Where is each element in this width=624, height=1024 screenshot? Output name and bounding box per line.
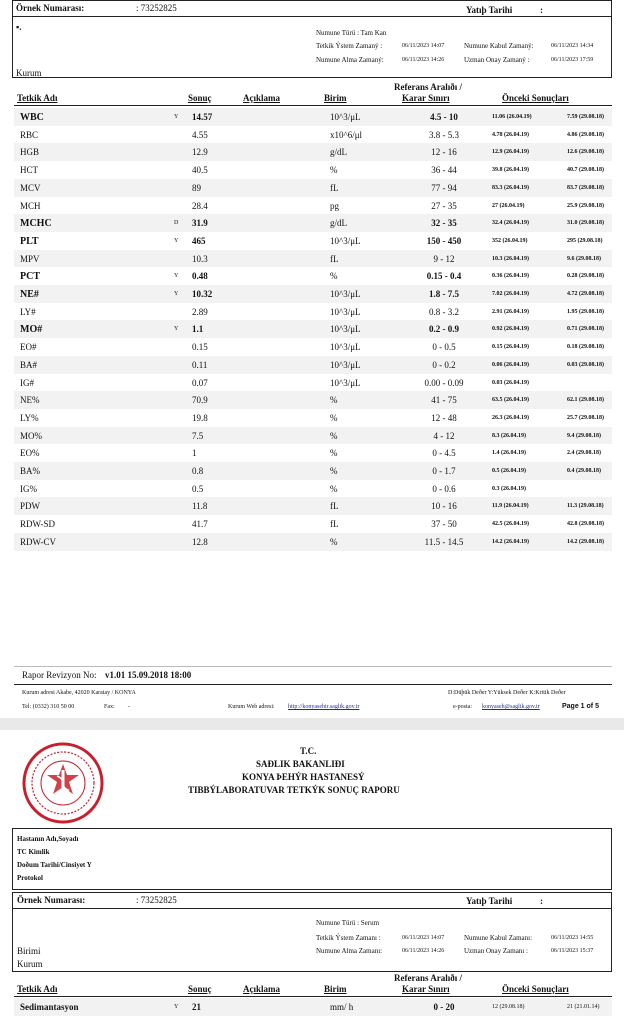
result-value: 0.15 — [192, 342, 208, 353]
unit-label: Birimi — [17, 946, 41, 956]
sample-divider — [12, 908, 612, 909]
test-name: MO% — [20, 430, 42, 441]
test-name: PCT — [20, 271, 40, 283]
previous-result-2: 14.2 (29.08.18) — [567, 538, 604, 545]
reference-range: 12 - 48 — [431, 412, 457, 423]
table-row — [14, 391, 612, 409]
result-value: 41.7 — [192, 519, 208, 530]
result-unit: 10^3/μL — [330, 342, 361, 353]
value-legend: D:Düþük Deðer Y:Yüksek Deðer K:Kritik Deðer — [448, 690, 566, 696]
previous-result-1: 63.5 (26.04.19) — [492, 397, 529, 404]
previous-result-2: 295 (29.08.18) — [567, 237, 603, 244]
result-value: 19.8 — [192, 412, 208, 423]
previous-result-2: 0.18 (29.08.18) — [567, 344, 604, 351]
table-row — [14, 108, 612, 126]
reference-range: 36 - 44 — [431, 165, 457, 176]
previous-result-2: 0.71 (29.08.18) — [567, 326, 604, 333]
result-unit: 10^3/μL — [330, 306, 361, 317]
reference-range: 0 - 20 — [433, 1002, 455, 1012]
report-title-ministry: SAÐLIK BAKANLIÐI — [256, 759, 345, 769]
test-name: MPV — [20, 253, 40, 264]
accept-time-2: 06/11/2023 14:55 — [551, 935, 594, 941]
table-row — [14, 179, 612, 197]
result-unit: 10^3/μL — [330, 377, 361, 388]
previous-result-1: 83.3 (26.04.19) — [492, 184, 529, 191]
previous-result-1: 0.36 (26.04.19) — [492, 273, 529, 280]
result-value: 2.89 — [192, 306, 208, 317]
result-value: 0.5 — [192, 483, 204, 494]
reference-range: 150 - 450 — [426, 235, 462, 246]
result-value: 10.32 — [192, 289, 213, 299]
result-value: 28.4 — [192, 200, 208, 211]
result-unit: g/dL — [330, 147, 347, 158]
col-ref-bottom-2: Karar Sınırı — [402, 984, 450, 994]
table-row — [14, 143, 612, 161]
reference-range: 0.8 - 3.2 — [429, 306, 459, 317]
result-unit: g/dL — [330, 218, 347, 229]
test-name: RBC — [20, 129, 39, 140]
previous-result-2: 7.59 (29.08.18) — [567, 114, 604, 120]
previous-result-2: 62.1 (29.08.18) — [567, 397, 604, 404]
reference-range: 11.5 - 14.5 — [424, 536, 464, 547]
col-unit-2: Birim — [324, 984, 347, 994]
result-unit: % — [330, 448, 338, 459]
birth-label: Doðum Tarihi/Cinsiyet Y — [17, 861, 92, 869]
table-row — [14, 374, 612, 392]
table-row — [14, 462, 612, 480]
result-value: 0.8 — [192, 466, 204, 476]
test-name: EO% — [20, 448, 40, 459]
web-link[interactable]: http://konyasehir.saglik.gov.tr — [288, 704, 360, 710]
reference-range: 27 - 35 — [431, 200, 457, 211]
test-name: NE# — [20, 289, 39, 300]
col-unit: Birim — [324, 93, 347, 103]
col-ref-top: Referans Aralıðı / — [394, 82, 462, 92]
previous-result-2: 83.7 (29.08.18) — [567, 184, 604, 191]
sample-number-value: : 73252825 — [136, 3, 177, 13]
reference-range: 10 - 16 — [431, 501, 457, 512]
table-row — [14, 214, 612, 232]
previous-result-1: 10.3 (26.04.19) — [492, 255, 529, 262]
previous-result-1: 8.3 (26.04.19) — [492, 432, 526, 439]
result-unit: 10^3/μL — [330, 112, 361, 122]
accept-time-label: Numune Kabul Zamaný: — [464, 42, 534, 50]
table-row — [14, 161, 612, 179]
test-name: IG% — [20, 483, 37, 494]
table-row — [14, 444, 612, 462]
col-ref-top-2: Referans Aralıðı / — [394, 973, 462, 983]
result-value: 12.8 — [192, 536, 208, 547]
reference-range: 0 - 0.6 — [432, 483, 456, 494]
revision-value: v1.01 15.09.2018 18:00 — [105, 670, 192, 680]
result-value: 11.8 — [192, 501, 208, 512]
collect-time-label-2: Numune Alma Zamanı: — [316, 947, 383, 955]
result-unit: 10^3/μL — [330, 289, 361, 299]
revision-label: Rapor Revizyon No: — [22, 670, 97, 680]
tc-label: TC Kimlik — [17, 848, 50, 856]
protocol-label: Protokol — [17, 874, 43, 882]
test-name: BA% — [20, 466, 40, 476]
previous-result-1: 27 (26.04.19) — [492, 202, 525, 209]
previous-result-2: 0.28 (29.08.18) — [567, 273, 604, 280]
table-row — [14, 232, 612, 250]
email-link[interactable]: konyaseh@saglik.gov.tr — [482, 704, 540, 710]
previous-result-2: 42.8 (29.08.18) — [567, 521, 604, 528]
previous-result-2: 25.7 (29.08.18) — [567, 414, 604, 421]
previous-result-1: 0.03 (26.04.19) — [492, 379, 529, 386]
previous-result-1: 4.78 (26.04.19) — [492, 131, 529, 138]
bed-date-colon: : — [540, 5, 543, 15]
footer-top-rule — [14, 666, 612, 667]
result-flag: Y — [174, 237, 179, 244]
test-name: BA# — [20, 359, 38, 370]
result-value: 0.48 — [192, 271, 208, 282]
previous-result-2: 4.86 (29.08.18) — [567, 131, 604, 138]
table-row — [14, 497, 612, 515]
table-row — [14, 267, 612, 285]
col-test-2: Tetkik Adı — [17, 984, 58, 994]
test-name: LY% — [20, 412, 39, 423]
patient-name-redacted: ▪. — [16, 22, 22, 32]
bed-date-label-2: Yatıþ Tarihi — [466, 896, 513, 906]
col-note-2: Açıklama — [243, 984, 280, 994]
result-value: 4.55 — [192, 129, 208, 140]
sample-number-value-2: : 73252825 — [136, 895, 177, 905]
result-value: 0.11 — [192, 359, 208, 370]
page-number: Page 1 of 5 — [562, 703, 599, 710]
order-time: 06/11/2023 14:07 — [402, 43, 445, 49]
table-row — [14, 320, 612, 338]
previous-result-2: 25.9 (29.08.18) — [567, 202, 604, 209]
reference-range: 32 - 35 — [431, 218, 457, 229]
institution-label: Kurum — [16, 68, 42, 78]
test-name: WBC — [20, 112, 44, 123]
collect-time-label: Numune Alma Zamaný: — [316, 56, 384, 64]
previous-result-1: 0.92 (26.04.19) — [492, 326, 529, 333]
previous-result-1: 0.3 (26.04.19) — [492, 485, 526, 492]
result-unit: x10^6/μl — [330, 129, 363, 140]
table-row-sedimentation — [14, 998, 612, 1016]
order-time-label-2: Tetkik Ýstem Zamanı : — [316, 934, 381, 942]
result-flag: Y — [174, 291, 179, 297]
result-unit: % — [330, 430, 338, 441]
previous-result-1: 7.02 (26.04.19) — [492, 291, 529, 297]
test-name: MCH — [20, 200, 41, 211]
result-value: 40.5 — [192, 165, 208, 176]
col-prev-2: Önceki Sonuçları — [502, 984, 569, 994]
previous-result-1: 12.9 (26.04.19) — [492, 149, 529, 156]
result-unit: % — [330, 483, 338, 494]
test-name: PDW — [20, 501, 40, 512]
test-name: HGB — [20, 147, 40, 158]
web-label: Kurum Web adresi: — [228, 704, 275, 710]
approve-time: 06/11/2023 17:59 — [551, 57, 594, 63]
test-name: RDW-SD — [20, 519, 56, 530]
telephone: Tel: (0332) 310 50 00 — [22, 704, 75, 710]
reference-range: 0 - 1.7 — [432, 466, 456, 476]
previous-result-2: 0.4 (29.08.18) — [567, 468, 601, 474]
previous-result-2: 12.6 (29.08.18) — [567, 149, 604, 156]
header-divider — [12, 16, 612, 17]
collect-time: 06/11/2023 14:26 — [402, 57, 445, 63]
collect-time-2: 06/11/2023 14:26 — [402, 948, 445, 954]
report-title-tc: T.C. — [300, 746, 317, 756]
previous-result-2: 0.03 (29.08.18) — [567, 361, 604, 368]
fax-label: Fax: — [104, 704, 115, 710]
result-value: 0.07 — [192, 377, 208, 388]
previous-result-1: 12 (29.08.18) — [492, 1004, 525, 1010]
result-unit: 10^3/μL — [330, 324, 361, 335]
col-note: Açıklama — [243, 93, 280, 103]
result-value: 7.5 — [192, 430, 204, 441]
bed-date-label: Yatıþ Tarihi — [466, 5, 513, 15]
previous-result-1: 26.3 (26.04.19) — [492, 414, 529, 421]
test-name: PLT — [20, 235, 39, 247]
previous-result-2: 11.3 (29.08.18) — [567, 503, 604, 510]
reference-range: 12 - 16 — [431, 147, 457, 158]
accept-time: 06/11/2023 14:34 — [551, 43, 594, 49]
test-name: EO# — [20, 342, 37, 353]
table-row — [14, 285, 612, 303]
table-row — [14, 303, 612, 321]
previous-result-1: 1.4 (26.04.19) — [492, 450, 526, 457]
result-unit: fL — [330, 519, 339, 530]
reference-range: 0.00 - 0.09 — [424, 377, 464, 388]
result-value: 89 — [192, 182, 201, 193]
result-unit: 10^3/μL — [330, 359, 361, 370]
previous-result-2: 9.6 (29.08.18) — [567, 255, 601, 262]
table-row — [14, 126, 612, 144]
result-flag: Y — [174, 114, 179, 120]
previous-result-2: 40.7 (29.08.18) — [567, 167, 604, 174]
fax-value: - — [128, 704, 130, 710]
previous-result-2: 31.0 (29.08.18) — [567, 220, 604, 227]
result-value: 12.9 — [192, 147, 208, 158]
result-value: 465 — [192, 235, 206, 246]
reference-range: 0 - 0.5 — [432, 342, 456, 353]
sample-number-label: Örnek Numarası: — [16, 3, 85, 13]
table-row — [14, 427, 612, 445]
reference-range: 9 - 12 — [433, 253, 455, 264]
previous-result-2: 4.72 (29.08.18) — [567, 291, 604, 297]
result-unit: % — [330, 395, 338, 406]
report-title: TIBBÝLABORATUVAR TETKÝK SONUÇ RAPORU — [188, 785, 400, 795]
previous-result-1: 0.15 (26.04.19) — [492, 344, 529, 351]
previous-result-1: 39.8 (26.04.19) — [492, 167, 529, 174]
table-row — [14, 250, 612, 268]
previous-result-1: 352 (26.04.19) — [492, 237, 528, 244]
result-flag: Y — [174, 1004, 179, 1010]
previous-result-1: 14.2 (26.04.19) — [492, 538, 529, 545]
previous-result-2: 2.4 (29.08.18) — [567, 450, 601, 457]
report-title-hospital: KONYA ÞEHÝR HASTANESÝ — [242, 772, 365, 782]
previous-result-2: 9.4 (29.08.18) — [567, 432, 601, 439]
table-row — [14, 197, 612, 215]
result-unit: pg — [330, 200, 339, 211]
reference-range: 0.2 - 0.9 — [429, 324, 459, 335]
previous-result-1: 0.06 (26.04.19) — [492, 361, 529, 368]
table-row — [14, 338, 612, 356]
ministry-seal-logo — [22, 742, 104, 824]
result-value: 1 — [192, 448, 197, 459]
order-time-label: Tetkik Ýstem Zamaný : — [316, 42, 383, 50]
patient-box — [12, 828, 612, 890]
header-box — [12, 0, 612, 78]
table-row — [14, 409, 612, 427]
result-unit: % — [330, 165, 338, 176]
approve-time-label-2: Uzman Onay Zamanı : — [464, 947, 528, 955]
table-row — [14, 533, 612, 551]
reference-range: 77 - 94 — [431, 182, 457, 193]
order-time-2: 06/11/2023 14:07 — [402, 935, 445, 941]
col-test: Tetkik Adı — [17, 93, 58, 103]
test-name: HCT — [20, 165, 38, 176]
institution-address: Kurum adresi Akabe, 42020 Karatay / KONYA — [22, 690, 136, 696]
reference-range: 0.15 - 0.4 — [426, 271, 462, 282]
result-unit: fL — [330, 253, 339, 264]
test-name: RDW-CV — [20, 536, 56, 547]
test-name: IG# — [20, 377, 34, 388]
table-row — [14, 515, 612, 533]
previous-result-1: 11.9 (26.04.19) — [492, 503, 529, 510]
footer-rule — [14, 684, 612, 685]
result-unit: fL — [330, 182, 339, 193]
test-name: Sedimantasyon — [20, 1002, 79, 1012]
col-prev: Önceki Sonuçları — [502, 93, 569, 103]
result-unit: % — [330, 536, 338, 547]
test-name: NE% — [20, 395, 40, 406]
reference-range: 4 - 12 — [433, 430, 455, 441]
reference-range: 4.5 - 10 — [430, 112, 458, 122]
result-unit: 10^3/μL — [330, 235, 361, 246]
table-row — [14, 356, 612, 374]
table-row — [14, 480, 612, 498]
test-name: LY# — [20, 306, 36, 317]
previous-result-1: 2.91 (26.04.19) — [492, 308, 529, 315]
previous-result-1: 11.06 (26.04.19) — [492, 114, 532, 120]
result-value: 10.3 — [192, 253, 208, 264]
result-unit: % — [330, 271, 338, 282]
result-flag: Y — [174, 273, 179, 280]
reference-range: 1.8 - 7.5 — [429, 289, 459, 299]
previous-result-2: 21 (21.01.14) — [567, 1004, 600, 1010]
result-unit: fL — [330, 501, 339, 512]
reference-range: 0 - 0.2 — [432, 359, 456, 370]
accept-time-label-2: Numune Kabul Zamanı: — [464, 934, 533, 942]
result-flag: D — [174, 220, 179, 227]
previous-result-2: 1.95 (29.08.18) — [567, 308, 604, 315]
table-header-rule — [14, 105, 612, 106]
result-unit: % — [330, 466, 338, 476]
table-header-rule-2 — [14, 996, 612, 997]
reference-range: 3.8 - 5.3 — [429, 129, 459, 140]
email-label: e-posta: — [453, 704, 472, 710]
result-unit: % — [330, 412, 338, 423]
sample-number-label-2: Örnek Numarası: — [17, 895, 86, 905]
reference-range: 0 - 4.5 — [432, 448, 456, 459]
previous-result-1: 42.5 (26.04.19) — [492, 521, 529, 528]
result-value: 14.57 — [192, 112, 213, 122]
patient-name-label: Hastanın Adı,Soyadı — [17, 835, 79, 843]
result-value: 21 — [192, 1002, 201, 1012]
result-flag: Y — [174, 326, 179, 333]
reference-range: 37 - 50 — [431, 519, 457, 530]
col-result: Sonuç — [188, 93, 212, 103]
reference-range: 41 - 75 — [431, 395, 457, 406]
institution-label-2: Kurum — [17, 959, 43, 969]
test-name: MCV — [20, 182, 41, 193]
col-result-2: Sonuç — [188, 984, 212, 994]
result-value: 1.1 — [192, 324, 204, 335]
result-value: 70.9 — [192, 395, 208, 406]
test-name: MO# — [20, 324, 43, 336]
bed-date-colon-2: : — [540, 896, 543, 906]
previous-result-1: 32.4 (26.04.19) — [492, 220, 529, 227]
sample-type-2: Numune Türü : Serum — [316, 919, 380, 927]
approve-time-label: Uzman Onay Zamaný : — [464, 56, 530, 64]
result-value: 31.9 — [192, 218, 208, 229]
approve-time-2: 06/11/2023 15:37 — [551, 948, 594, 954]
sample-type: Numune Türü : Tam Kan — [316, 29, 387, 37]
page-gap — [0, 718, 624, 730]
previous-result-1: 0.5 (26.04.19) — [492, 468, 526, 474]
test-name: MCHC — [20, 218, 52, 230]
col-ref-bottom: Karar Sınırı — [402, 93, 450, 103]
result-unit: mm/ h — [330, 1002, 354, 1012]
sample-box — [12, 892, 612, 972]
